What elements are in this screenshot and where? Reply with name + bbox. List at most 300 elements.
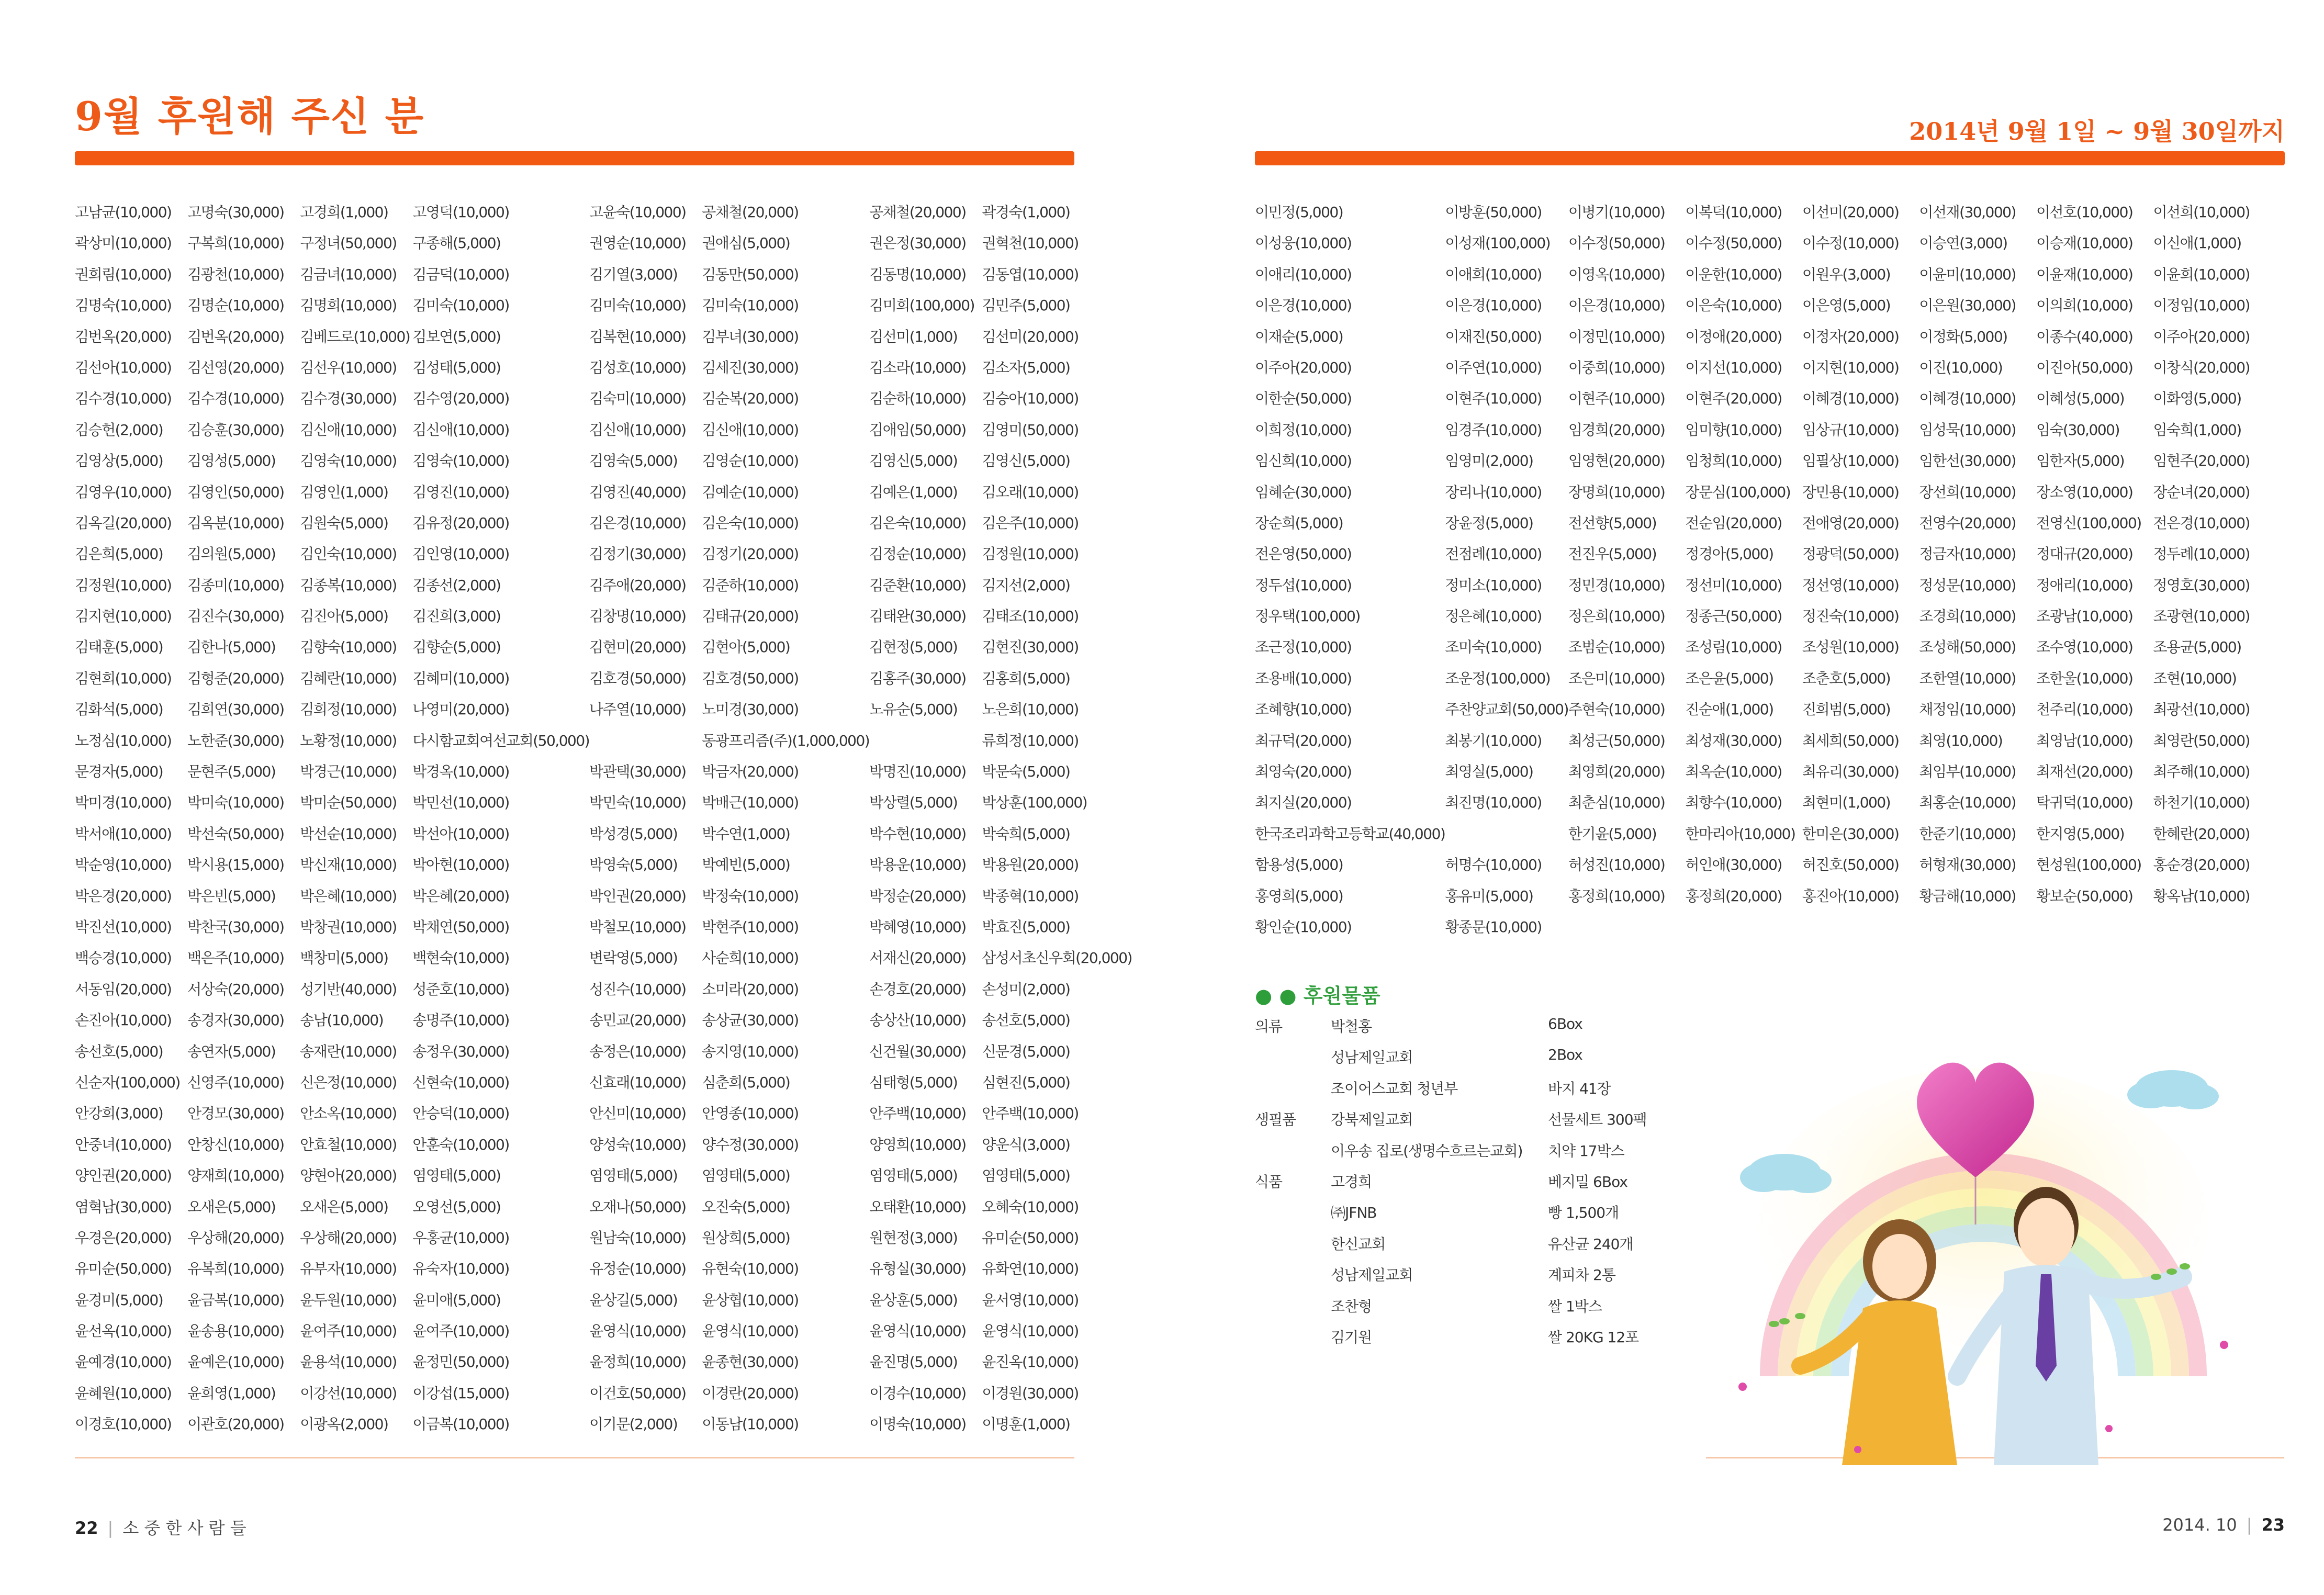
donor-entry: 박채연(50,000)	[412, 918, 509, 936]
donor-entry: 김오래(10,000)	[982, 483, 1079, 501]
donor-entry: 이승재(10,000)	[2036, 234, 2133, 252]
donor-entry: 최영숙(20,000)	[1255, 763, 1352, 781]
item-donor: 성남제일교회	[1331, 1049, 1413, 1066]
donor-entry: 김승아(10,000)	[982, 390, 1079, 408]
donor-entry: 윤용석(10,000)	[300, 1353, 397, 1371]
page-number: 23	[2261, 1515, 2285, 1535]
donor-entry: 임혜순(30,000)	[1255, 483, 1352, 501]
donor-entry: 이경수(10,000)	[869, 1384, 966, 1402]
donor-entry: 김홍주(30,000)	[869, 669, 966, 687]
donor-entry: 최재선(20,000)	[2036, 763, 2133, 781]
donor-entry: 정민경(10,000)	[1568, 576, 1665, 594]
donor-entry: 김선미(1,000)	[869, 328, 958, 345]
donor-entry: 장소영(10,000)	[2036, 483, 2133, 501]
donor-entry: 곽상미(10,000)	[75, 234, 172, 252]
donor-entry: 조성림(10,000)	[1685, 638, 1782, 656]
donor-entry: 최영희(20,000)	[1568, 763, 1665, 781]
donor-entry: 최성재(30,000)	[1685, 732, 1782, 749]
donor-entry: 김수경(10,000)	[75, 390, 172, 408]
donor-entry: 조광남(10,000)	[2036, 608, 2133, 625]
donor-entry: 이강섭(15,000)	[412, 1384, 509, 1402]
footer-separator: |	[107, 1518, 114, 1538]
donor-entry: 유미순(50,000)	[982, 1229, 1079, 1246]
donor-entry: 김순하(10,000)	[869, 390, 966, 408]
donor-entry: 김은주(10,000)	[982, 514, 1079, 532]
donor-entry	[869, 729, 982, 760]
period-title: 2014년 9월 1일 ~ 9월 30일까지	[1909, 117, 2285, 145]
donor-entry: 박미경(10,000)	[75, 794, 172, 812]
donor-entry: 이진(10,000)	[1919, 358, 2003, 376]
donor-entry: 김희연(30,000)	[187, 701, 284, 718]
item-description: 빵 1,500개	[1548, 1204, 1619, 1222]
donor-entry: 김복현(10,000)	[589, 328, 686, 345]
item-description: 계피차 2통	[1548, 1266, 1615, 1284]
donor-entry: 이복덕(10,000)	[1685, 204, 1782, 221]
donor-entry: 고윤숙(10,000)	[589, 204, 686, 221]
donor-entry: 최영란(50,000)	[2153, 732, 2250, 749]
donor-entry: 김호경(50,000)	[702, 669, 799, 687]
donor-entry: 임경희(20,000)	[1568, 421, 1665, 439]
donor-entry: 임현주(20,000)	[2153, 452, 2250, 470]
donor-entry: 김동명(10,000)	[869, 265, 966, 283]
donor-entry: 이주연(10,000)	[1445, 358, 1542, 376]
page-footer-left	[75, 1515, 246, 1539]
donor-entry: 김번옥(20,000)	[75, 328, 172, 345]
donor-entry: 김미숙(10,000)	[702, 297, 799, 314]
donor-entry: 최영남(10,000)	[2036, 732, 2133, 749]
donor-entry: 이현주(10,000)	[1568, 390, 1665, 408]
donor-entry: 김진아(5,000)	[300, 608, 388, 625]
donor-entry: 문경자(5,000)	[75, 763, 163, 781]
item-donor: 김기원	[1331, 1328, 1372, 1346]
donor-entry: 박상렬(5,000)	[869, 794, 958, 812]
donor-entry: 홍정희(10,000)	[1568, 887, 1665, 905]
donor-entry: 노한준(30,000)	[187, 732, 284, 749]
donor-entry: 김영순(10,000)	[702, 452, 799, 470]
donor-entry: 안주백(10,000)	[869, 1105, 966, 1122]
donor-entry: 이경원(30,000)	[982, 1384, 1079, 1402]
item-category: 생필품	[1255, 1111, 1296, 1129]
donor-entry: 정종근(50,000)	[1685, 608, 1782, 625]
donor-entry: 장순희(5,000)	[1255, 514, 1343, 532]
donor-entry: 이병기(10,000)	[1568, 204, 1665, 221]
donor-entry: 백창미(5,000)	[300, 949, 388, 967]
donor-entry: 김태조(10,000)	[982, 608, 1079, 625]
donor-entry: 류희정(10,000)	[982, 732, 1079, 749]
donor-entry: 유복희(10,000)	[187, 1260, 284, 1278]
donor-entry: 김수경(30,000)	[300, 390, 397, 408]
donor-entry: 이은경(10,000)	[1445, 297, 1542, 314]
donor-entry: 조성해(50,000)	[1919, 638, 2016, 656]
title-bar	[75, 151, 1074, 165]
donor-entry: 최향수(10,000)	[1685, 794, 1782, 812]
donor-entry: 백현숙(10,000)	[412, 949, 509, 967]
donor-entry: 유숙자(10,000)	[412, 1260, 509, 1278]
donor-entry: 김창명(10,000)	[589, 608, 686, 625]
donor-entry: 구복희(10,000)	[187, 234, 284, 252]
donor-entry: 윤진옥(10,000)	[982, 1353, 1079, 1371]
donor-entry: 홍유미(5,000)	[1445, 887, 1533, 905]
donor-entry: 신영주(10,000)	[187, 1073, 284, 1091]
donor-entry: 안승덕(10,000)	[412, 1105, 509, 1122]
donor-entry: 김애임(50,000)	[869, 421, 966, 439]
donor-entry: 김향순(5,000)	[412, 638, 501, 656]
donor-entry: 김준하(10,000)	[702, 576, 799, 594]
donor-entry: 정미소(10,000)	[1445, 576, 1542, 594]
donor-entry: 김진수(30,000)	[187, 608, 284, 625]
donor-entry: 심춘희(5,000)	[702, 1073, 790, 1091]
donor-entry: 김미숙(10,000)	[412, 297, 509, 314]
donor-entry: 유미순(50,000)	[75, 1260, 172, 1278]
item-donor: 이우송 집로(생명수흐르는교회)	[1331, 1142, 1523, 1160]
donor-entry: 조범순(10,000)	[1568, 638, 1665, 656]
donor-entry: 김영미(50,000)	[982, 421, 1079, 439]
donor-entry: 전은경(10,000)	[2153, 514, 2250, 532]
donor-entry: 권은정(30,000)	[869, 234, 966, 252]
donor-entry: 박미순(50,000)	[300, 794, 397, 812]
donor-entry: 정은혜(10,000)	[1445, 608, 1542, 625]
donor-entry: 임숙희(1,000)	[2153, 421, 2241, 439]
donor-entry: 전은영(50,000)	[1255, 545, 1352, 563]
donor-entry: 김정순(10,000)	[869, 545, 966, 563]
donor-entry: 최광선(10,000)	[2153, 701, 2250, 718]
donor-entry: 정경아(5,000)	[1685, 545, 1773, 563]
donor-entry: 박경근(10,000)	[300, 763, 397, 781]
donor-entry: 홍정희(20,000)	[1685, 887, 1782, 905]
donor-entry: 이동남(10,000)	[702, 1416, 799, 1433]
donor-entry: 최규덕(20,000)	[1255, 732, 1352, 749]
donor-entry: 최홍순(10,000)	[1919, 794, 2016, 812]
donor-entry: 최춘심(10,000)	[1568, 794, 1665, 812]
donor-entry: 송지영(10,000)	[702, 1042, 799, 1060]
donor-entry: 김혜란(10,000)	[300, 669, 397, 687]
donor-entry: 윤영식(10,000)	[702, 1322, 799, 1340]
donor-entry: 김현진(30,000)	[982, 638, 1079, 656]
donor-entry: 김부녀(30,000)	[702, 328, 799, 345]
donor-entry: 삼성서초신우회(20,000)	[982, 949, 1132, 967]
donor-entry: 김신애(10,000)	[589, 421, 686, 439]
donor-entry: 염영태(5,000)	[412, 1167, 501, 1185]
donor-entry: 김베드로(10,000)	[300, 328, 410, 345]
donor-entry: 신문경(5,000)	[982, 1042, 1070, 1060]
donor-entry: 이은숙(10,000)	[1685, 297, 1782, 314]
donor-entry: 김은숙(10,000)	[869, 514, 966, 532]
donor-entry: 나영미(20,000)	[412, 701, 509, 718]
donor-entry: 박찬국(30,000)	[187, 918, 284, 936]
donor-entry: 양성숙(10,000)	[589, 1136, 686, 1153]
donor-entry: 안중녀(10,000)	[75, 1136, 172, 1153]
donor-entry: 박용운(10,000)	[869, 856, 966, 874]
donor-entry: 윤영식(10,000)	[589, 1322, 686, 1340]
donor-entry: 조경희(10,000)	[1919, 608, 2016, 625]
item-row	[1255, 1171, 1684, 1201]
donor-entry: 안신미(10,000)	[589, 1105, 686, 1122]
donor-entry: 이애리(10,000)	[1255, 265, 1352, 283]
donor-entry: 이은원(30,000)	[1919, 297, 2016, 314]
donor-entry: 이정민(10,000)	[1568, 328, 1665, 345]
donor-entry: 안효철(10,000)	[300, 1136, 397, 1153]
donor-entry	[2036, 916, 2153, 947]
donor-entry: 김한나(5,000)	[187, 638, 276, 656]
donor-entry: 사순희(10,000)	[702, 949, 799, 967]
donor-entry: 박정순(20,000)	[869, 887, 966, 905]
donor-entry: 김정기(30,000)	[589, 545, 686, 563]
donor-entry: 안소옥(10,000)	[300, 1105, 397, 1122]
donor-entry: 정두례(10,000)	[2153, 545, 2250, 563]
donor-entry: 김영인(1,000)	[300, 483, 388, 501]
donor-entry: 노정심(10,000)	[75, 732, 172, 749]
donor-entry: 김신애(10,000)	[412, 421, 509, 439]
donor-entry: 최유리(30,000)	[1802, 763, 1899, 781]
donor-entry: 윤예은(10,000)	[187, 1353, 284, 1371]
donor-entry: 심현진(5,000)	[982, 1073, 1070, 1091]
donor-entry: 김민주(5,000)	[982, 297, 1070, 314]
donor-entry: 허인애(30,000)	[1685, 856, 1782, 874]
donor-entry: 박수연(1,000)	[702, 825, 790, 843]
donor-entry: 박종혁(10,000)	[982, 887, 1079, 905]
donor-entry: 한미은(30,000)	[1802, 825, 1899, 843]
issue-date: 2014. 10	[2162, 1515, 2237, 1535]
donor-entry: 이선희(10,000)	[2153, 204, 2250, 221]
donor-entry: 이현주(20,000)	[1685, 390, 1782, 408]
donor-entry: 이관호(20,000)	[187, 1416, 284, 1433]
donor-entry: 윤여주(10,000)	[300, 1322, 397, 1340]
donor-entry: 안경모(30,000)	[187, 1105, 284, 1122]
donor-entry: 박철모(10,000)	[589, 918, 686, 936]
donor-entry: 김인영(10,000)	[412, 545, 509, 563]
item-description: 2Box	[1548, 1046, 1582, 1064]
donor-entry: 김소라(10,000)	[869, 358, 966, 376]
donor-entry: 전영수(20,000)	[1919, 514, 2016, 532]
donor-entry: 김종복(10,000)	[300, 576, 397, 594]
donor-entry: 박미숙(10,000)	[187, 794, 284, 812]
donor-entry: 손경호(20,000)	[869, 980, 966, 998]
donor-entry: 조광현(10,000)	[2153, 608, 2250, 625]
donor-entry: 장순녀(20,000)	[2153, 483, 2250, 501]
donor-entry: 이경란(20,000)	[702, 1384, 799, 1402]
donor-entry: 최현미(1,000)	[1802, 794, 1891, 812]
donor-entry: 장리나(10,000)	[1445, 483, 1542, 501]
donor-entry: 양수정(30,000)	[702, 1136, 799, 1153]
item-donor: 고경희	[1331, 1173, 1372, 1190]
donor-entry: 박성경(5,000)	[589, 825, 678, 843]
donor-entry: 이기문(2,000)	[589, 1416, 678, 1433]
donor-entry: 조운정(100,000)	[1445, 669, 1551, 687]
donor-entry: 윤혜원(10,000)	[75, 1384, 172, 1402]
donor-entry: 박영숙(5,000)	[589, 856, 678, 874]
donor-entry: 김은희(5,000)	[75, 545, 163, 563]
donor-entry: 김원숙(5,000)	[300, 514, 388, 532]
donor-entry: 우상해(20,000)	[187, 1229, 284, 1246]
donor-entry: 김주애(20,000)	[589, 576, 686, 594]
item-row	[1255, 1295, 1684, 1326]
donor-entry: 장선희(10,000)	[1919, 483, 2016, 501]
item-category: 의류	[1255, 1018, 1283, 1035]
item-description: 치약 17박스	[1548, 1142, 1624, 1160]
donor-entry: 안창신(10,000)	[187, 1136, 284, 1153]
donor-entry: 박선아(10,000)	[412, 825, 509, 843]
donor-entry: 김지현(10,000)	[75, 608, 172, 625]
donor-entry: 이정화(5,000)	[1919, 328, 2007, 345]
donor-entry: 임경주(10,000)	[1445, 421, 1542, 439]
donor-entry: 안강희(3,000)	[75, 1105, 163, 1122]
item-row	[1255, 1201, 1684, 1232]
donor-entry: 임신희(10,000)	[1255, 452, 1352, 470]
donor-entry: 김숙미(10,000)	[589, 390, 686, 408]
donor-entry: 김정원(10,000)	[982, 545, 1079, 563]
donor-entry: 김선우(10,000)	[300, 358, 397, 376]
donor-entry: 황종문(10,000)	[1445, 918, 1542, 936]
donor-entry: 김옥분(10,000)	[187, 514, 284, 532]
donor-entry: 김영진(40,000)	[589, 483, 686, 501]
donor-entry: 정우택(100,000)	[1255, 608, 1360, 625]
donor-list-left	[75, 201, 1132, 1444]
donor-entry: 백은주(10,000)	[187, 949, 284, 967]
item-row	[1255, 1015, 1684, 1046]
item-description: 선물세트 300팩	[1548, 1111, 1647, 1129]
donor-entry: 한혜란(20,000)	[2153, 825, 2250, 843]
donor-entry: 김영숙(10,000)	[300, 452, 397, 470]
page-footer-right	[2162, 1515, 2285, 1535]
donor-entry: 김명순(10,000)	[187, 297, 284, 314]
donor-entry: 공채철(20,000)	[869, 204, 966, 221]
donor-entry: 김종미(10,000)	[187, 576, 284, 594]
donor-entry	[589, 729, 702, 760]
donor-entry	[1445, 823, 1568, 853]
donor-entry: 유형실(30,000)	[869, 1260, 966, 1278]
donor-entry: 안주백(10,000)	[982, 1105, 1079, 1122]
donor-entry: 이희정(10,000)	[1255, 421, 1352, 439]
donor-entry: 황보순(50,000)	[2036, 887, 2133, 905]
donor-entry: 고남균(10,000)	[75, 204, 172, 221]
item-row	[1255, 1326, 1684, 1357]
donor-entry: 이지선(10,000)	[1685, 358, 1782, 376]
donor-entry: 한지영(5,000)	[2036, 825, 2125, 843]
donor-entry: 손진아(10,000)	[75, 1012, 172, 1029]
donor-entry: 김예순(10,000)	[702, 483, 799, 501]
donor-entry: 한기윤(5,000)	[1568, 825, 1657, 843]
donor-entry: 원상희(5,000)	[702, 1229, 790, 1246]
donor-entry: 박혜영(10,000)	[869, 918, 966, 936]
item-description: 유산균 240개	[1548, 1235, 1633, 1253]
donor-entry: 정선미(10,000)	[1685, 576, 1782, 594]
donor-entry: 최진명(10,000)	[1445, 794, 1542, 812]
donor-entry: 김승훈(30,000)	[187, 421, 284, 439]
donor-entry: 정진숙(10,000)	[1802, 608, 1899, 625]
item-row	[1255, 1233, 1684, 1264]
donor-entry: 윤두원(10,000)	[300, 1291, 397, 1309]
donor-entry: 양영희(10,000)	[869, 1136, 966, 1153]
donor-entry: 이운한(10,000)	[1685, 265, 1782, 283]
donor-entry: 박선숙(50,000)	[187, 825, 284, 843]
donor-entry: 김신애(10,000)	[702, 421, 799, 439]
donor-entry: 김성호(10,000)	[589, 358, 686, 376]
donor-entry: 박용원(20,000)	[982, 856, 1079, 874]
donor-entry: 이명숙(10,000)	[869, 1416, 966, 1433]
donor-entry: 임영미(2,000)	[1445, 452, 1533, 470]
donor-entry: 이강선(10,000)	[300, 1384, 397, 1402]
donor-entry: 장윤정(5,000)	[1445, 514, 1533, 532]
donor-entry: 송정우(30,000)	[412, 1042, 509, 1060]
donor-entry: 함용성(5,000)	[1255, 856, 1343, 874]
donor-entry: 천주리(10,000)	[2036, 701, 2133, 718]
donor-entry: 성기반(40,000)	[300, 980, 397, 998]
donor-entry: 김영성(5,000)	[187, 452, 276, 470]
donor-entry: 조한울(10,000)	[2036, 669, 2133, 687]
donor-entry: 조은윤(5,000)	[1685, 669, 1773, 687]
donor-entry: 김준환(10,000)	[869, 576, 966, 594]
donor-entry: 정은희(10,000)	[1568, 608, 1665, 625]
donor-entry: 노은희(10,000)	[982, 701, 1079, 718]
donor-entry: 허진호(50,000)	[1802, 856, 1899, 874]
donor-entry: 송명주(10,000)	[412, 1012, 509, 1029]
donor-entry: 이신애(1,000)	[2153, 234, 2241, 252]
donor-entry: 김보연(5,000)	[412, 328, 501, 345]
donor-entry: 정성문(10,000)	[1919, 576, 2016, 594]
donor-entry: 김명숙(10,000)	[75, 297, 172, 314]
donor-entry: 이한순(50,000)	[1255, 390, 1352, 408]
donor-entry: 한마리아(10,000)	[1685, 825, 1795, 843]
donor-entry: 김지선(2,000)	[982, 576, 1070, 594]
donor-entry: 고영덕(10,000)	[412, 204, 509, 221]
donor-entry: 임한선(30,000)	[1919, 452, 2016, 470]
donor-entry: 박정숙(10,000)	[702, 887, 799, 905]
donor-entry: 전애영(20,000)	[1802, 514, 1899, 532]
donor-entry: 이원우(3,000)	[1802, 265, 1891, 283]
donor-entry: 최임부(10,000)	[1919, 763, 2016, 781]
donor-entry	[1568, 916, 1686, 947]
item-row	[1255, 1077, 1684, 1108]
donor-entry: 이선미(20,000)	[1802, 204, 1899, 221]
donor-entry: 박서애(10,000)	[75, 825, 172, 843]
donor-entry: 김정원(10,000)	[75, 576, 172, 594]
donor-entry: 김화석(5,000)	[75, 701, 163, 718]
donor-entry: 김영진(10,000)	[412, 483, 509, 501]
donor-entry: 조용균(5,000)	[2153, 638, 2241, 656]
donor-entry: 오새은(5,000)	[187, 1198, 276, 1216]
donor-entry: 홍진아(10,000)	[1802, 887, 1899, 905]
donor-entry: 윤상협(10,000)	[702, 1291, 799, 1309]
donor-entry: 장명희(10,000)	[1568, 483, 1665, 501]
donor-entry: 송상산(10,000)	[869, 1012, 966, 1029]
item-row	[1255, 1108, 1684, 1139]
donor-entry: 이혜성(5,000)	[2036, 390, 2125, 408]
donor-entry: 동광프리즘(주)(1,000,000)	[702, 732, 870, 749]
donor-entry: 김기열(3,000)	[589, 265, 678, 283]
donor-entry: 나주열(10,000)	[589, 701, 686, 718]
donor-entry: 박진선(10,000)	[75, 918, 172, 936]
item-description: 바지 41장	[1548, 1080, 1611, 1097]
item-description: 쌀 1박스	[1548, 1297, 1602, 1315]
donor-entry: 김유정(20,000)	[412, 514, 509, 532]
donor-entry: 박수현(10,000)	[869, 825, 966, 843]
donor-entry: 정금자(10,000)	[1919, 545, 2016, 563]
donor-entry: 황인순(10,000)	[1255, 918, 1352, 936]
donor-entry: 홍순경(20,000)	[2153, 856, 2250, 874]
donor-entry: 이민정(5,000)	[1255, 204, 1343, 221]
donor-entry: 김순복(20,000)	[702, 390, 799, 408]
donor-entry: 안영종(10,000)	[702, 1105, 799, 1122]
donor-entry: 한준기(10,000)	[1919, 825, 2016, 843]
donor-entry: 송정은(10,000)	[589, 1042, 686, 1060]
donor-entry: 김현희(10,000)	[75, 669, 172, 687]
donor-entry: 조용배(10,000)	[1255, 669, 1352, 687]
donor-entry: 박배근(10,000)	[702, 794, 799, 812]
donor-entry: 신건월(30,000)	[869, 1042, 966, 1060]
donor-entry: 서상숙(20,000)	[187, 980, 284, 998]
item-donor: 성남제일교회	[1331, 1266, 1413, 1284]
donor-entry: 이은경(10,000)	[1568, 297, 1665, 314]
